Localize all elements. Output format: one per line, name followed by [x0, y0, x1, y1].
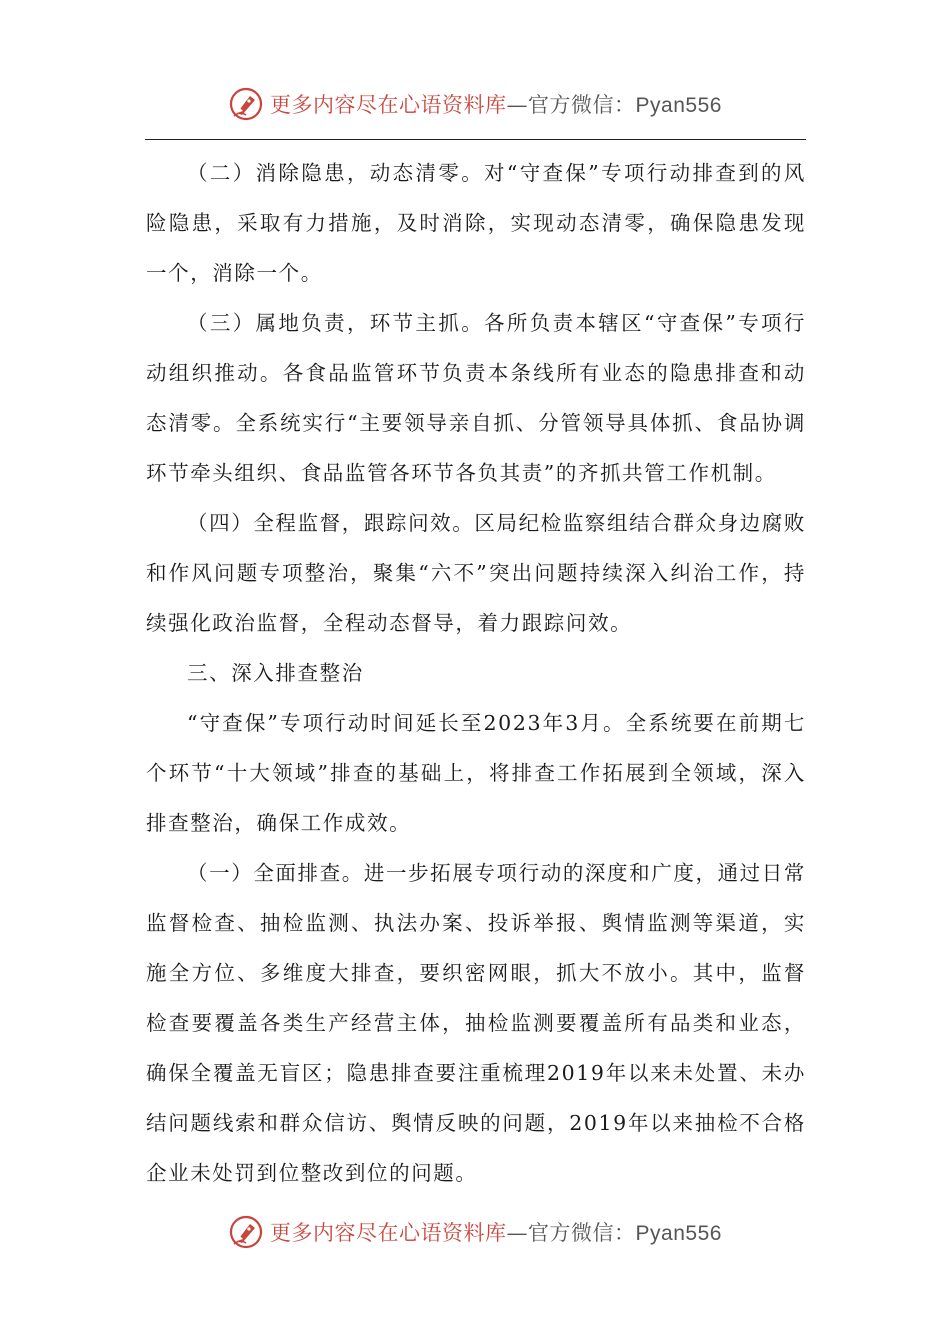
paragraph-extend-action: “守查保”专项行动时间延长至2023年3月。全系统要在前期七个环节“十大领域”排查的基础上，将排查工作拓展到全领域，深入排查整治，确保工作成效。 [146, 711, 806, 835]
watermark-label: 官方微信： [528, 93, 636, 117]
watermark-brand: 更多内容尽在心语资料库 [270, 93, 507, 117]
pen-nib-circle-icon [228, 86, 264, 122]
paragraph-full-supervision: （四）全程监督，跟踪问效。区局纪检监察组结合群众身边腐败和作风问题专项整治，聚集“六不”突出问题持续深入纠治工作，持续强化政治监督，全程动态督导，着力跟踪问效。 [146, 511, 806, 635]
pen-nib-circle-icon [228, 1214, 264, 1250]
footer-watermark [0, 1210, 950, 1254]
watermark-dash: — [506, 93, 529, 117]
header-watermark-text [270, 89, 722, 119]
header-watermark [0, 82, 950, 126]
watermark-handle: Pyan556 [635, 1222, 722, 1245]
document-body [146, 148, 806, 1198]
watermark-brand: 更多内容尽在心语资料库 [270, 1221, 507, 1245]
paragraph-comprehensive-inspection: （一）全面排查。进一步拓展专项行动的深度和广度，通过日常监督检查、抽检监测、执法办案、投诉举报、舆情监测等渠道，实施全方位、多维度大排查，要织密网眼，抓大不放小。其中，监督检查要覆盖各类生产经营主体，抽检监测要覆盖所有品类和业态，确保全覆盖无盲区；隐患排查要注重梳理2019年以来未处置、未办结问题线索和群众信访、舆情反映的问题，2019年以来抽检不合格企业未处罚到位整改到位的问题。 [146, 861, 806, 1185]
header-rule [145, 139, 806, 140]
section-heading-3: 三、深入排查整治 [187, 661, 364, 685]
paragraph-eliminate-hazards: （二）消除隐患，动态清零。对“守查保”专项行动排查到的风险隐患，采取有力措施，及时消除，实现动态清零，确保隐患发现一个，消除一个。 [146, 161, 806, 285]
paragraph-territorial-responsibility: （三）属地负责，环节主抓。各所负责本辖区“守查保”专项行动组织推动。各食品监管环节负责本条线所有业态的隐患排查和动态清零。全系统实行“主要领导亲自抓、分管领导具体抓、食品协调环节牵头组织、食品监管各环节各负其责”的齐抓共管工作机制。 [146, 311, 806, 485]
watermark-handle: Pyan556 [635, 94, 722, 117]
watermark-label: 官方微信： [528, 1221, 636, 1245]
watermark-dash: — [506, 1221, 529, 1245]
footer-watermark-text [270, 1217, 722, 1247]
